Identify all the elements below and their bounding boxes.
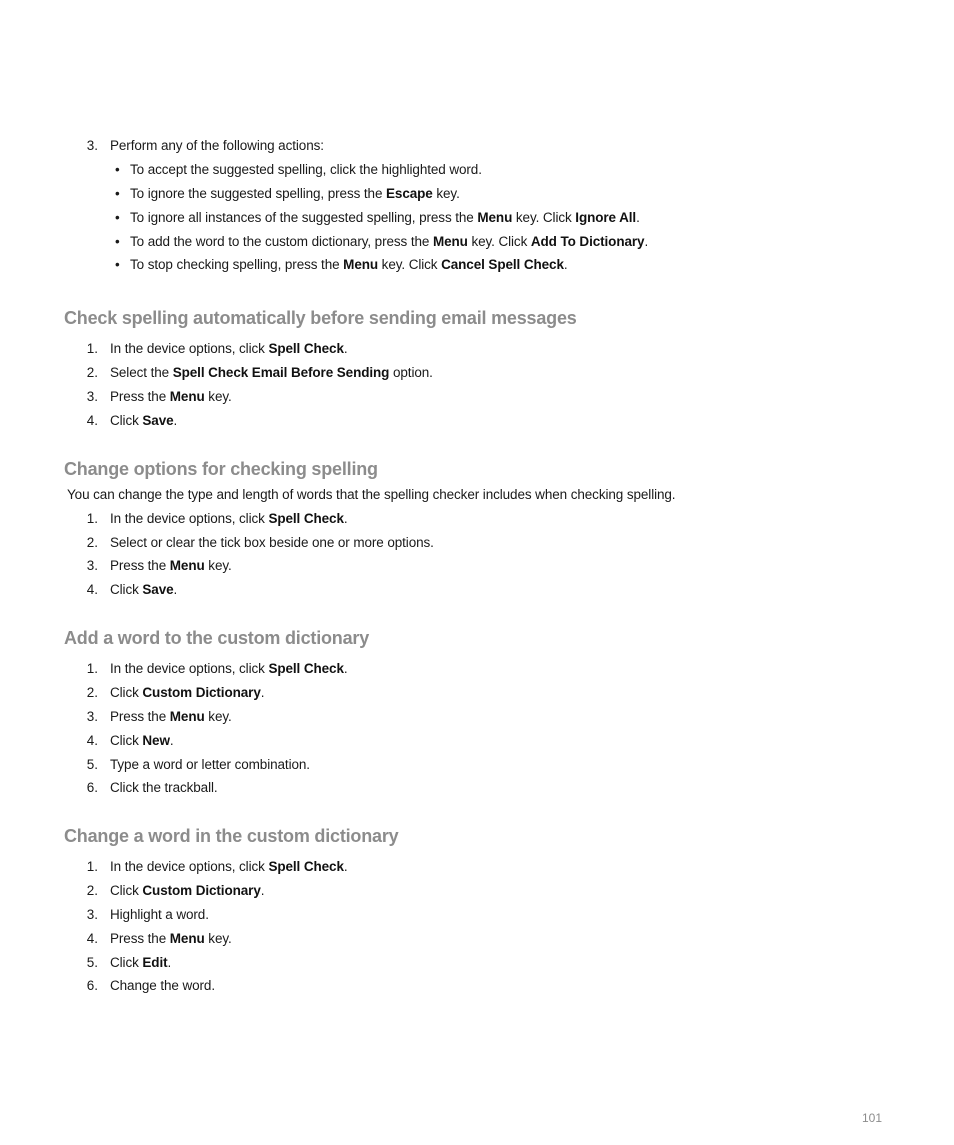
ui-term: Menu [343,257,379,272]
ui-term: Custom Dictionary [142,883,261,898]
step-number: 3. [86,709,98,724]
step-text: Click Custom Dictionary. [110,685,265,700]
step-text: Press the Menu key. [110,931,232,946]
step-number: 1. [86,859,98,874]
section-heading: Change a word in the custom dictionary [64,826,399,846]
bullet-item: To accept the suggested spelling, click the highlighted word. [130,162,482,177]
step-number: 3. [86,907,98,922]
ui-term: Menu [169,709,205,724]
bullet-item: To ignore the suggested spelling, press the Escape key. [130,186,460,201]
step-number: 5. [86,757,98,772]
step-number: 1. [86,511,98,526]
ui-term: Save [142,413,174,428]
step-number: 5. [86,955,98,970]
ui-term: Spell Check [268,341,344,356]
bullet-marker: • [115,234,120,249]
ui-term: Add To Dictionary [530,234,645,249]
ui-term: Edit [142,955,168,970]
ui-term: Spell Check [268,511,344,526]
ui-term: Menu [169,389,205,404]
ui-term: Menu [477,210,513,225]
bullet-marker: • [115,257,120,272]
section-heading: Check spelling automatically before sending email messages [64,308,577,328]
ui-term: New [142,733,170,748]
step-number: 2. [86,535,98,550]
step-number: 6. [86,780,98,795]
ui-term: Escape [386,186,433,201]
section-heading: Change options for checking spelling [64,459,378,479]
ui-term: Menu [432,234,468,249]
step-number: 2. [86,883,98,898]
step-text: Click the trackball. [110,780,218,795]
page-number: 101 [862,1111,883,1125]
step-text: Change the word. [110,978,215,993]
step-text: Click Save. [110,582,178,597]
step-number: 3. [86,389,98,404]
step-text: In the device options, click Spell Check. [110,661,348,676]
ui-term: Custom Dictionary [142,685,261,700]
step-number: 4. [86,582,98,597]
step-number: 1. [86,661,98,676]
step-text: Press the Menu key. [110,558,232,573]
step-text: Type a word or letter combination. [110,757,310,772]
step-text: Perform any of the following actions: [110,138,324,153]
ui-term: Menu [169,558,205,573]
ui-term: Save [142,582,174,597]
step-text: In the device options, click Spell Check. [110,511,348,526]
step-text: Press the Menu key. [110,389,232,404]
bullet-item: To ignore all instances of the suggested spelling, press the Menu key. Click Ignore All. [130,210,640,225]
step-text: Select the Spell Check Email Before Sending option. [110,365,433,380]
step-text: Click Custom Dictionary. [110,883,265,898]
step-text: In the device options, click Spell Check. [110,859,348,874]
ui-term: Ignore All [575,210,637,225]
ui-term: Spell Check [268,859,344,874]
ui-term: Menu [169,931,205,946]
ui-term: Cancel Spell Check [441,257,564,272]
bullet-marker: • [115,162,120,177]
step-text: Press the Menu key. [110,709,232,724]
step-number: 2. [86,685,98,700]
ui-term: Spell Check [268,661,344,676]
step-text: Click Edit. [110,955,172,970]
step-number: 4. [86,931,98,946]
step-text: In the device options, click Spell Check. [110,341,348,356]
bullet-item: To stop checking spelling, press the Menu key. Click Cancel Spell Check. [130,257,568,272]
section-heading: Add a word to the custom dictionary [64,628,370,648]
step-text: Click Save. [110,413,178,428]
section-intro: You can change the type and length of words that the spelling checker includes when checking spelling. [67,487,676,502]
step-text: Select or clear the tick box beside one or more options. [110,535,434,550]
bullet-marker: • [115,210,120,225]
step-number: 2. [86,365,98,380]
step-text: Click New. [110,733,174,748]
step-number: 4. [86,413,98,428]
step-number: 3. [86,558,98,573]
step-number: 4. [86,733,98,748]
step-number: 6. [86,978,98,993]
ui-term: Spell Check Email Before Sending [172,365,390,380]
bullet-item: To add the word to the custom dictionary, press the Menu key. Click Add To Dictionary. [130,234,649,249]
step-number: 1. [86,341,98,356]
step-text: Highlight a word. [110,907,209,922]
step-number: 3. [86,138,98,153]
bullet-marker: • [115,186,120,201]
